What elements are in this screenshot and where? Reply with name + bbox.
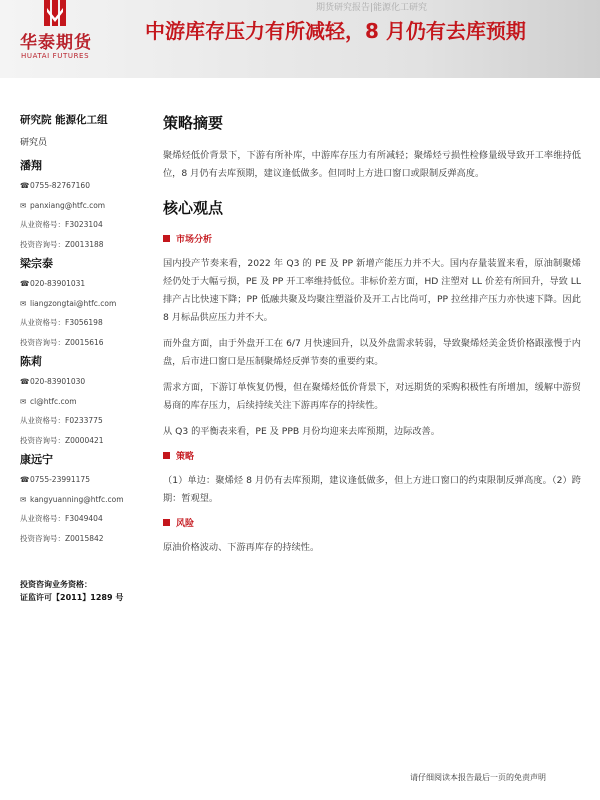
analyst-phone (20, 274, 152, 294)
strategy-paragraph: （1）单边：聚烯烃 8 月仍有去库预期，建议逢低做多，但上方进口窗口的约束限制反弹高度。（2）跨期：暂观望。 (163, 475, 581, 504)
phone-icon: ☎ (20, 279, 30, 288)
phone-number: 0755-23991175 (30, 475, 90, 484)
role-label: 研究员 (20, 138, 48, 148)
disclaimer-note: 请仔细阅读本报告最后一页的免责声明 (410, 773, 546, 782)
phone-number: 0755-82767160 (30, 181, 90, 190)
huatai-logo (14, 0, 104, 74)
market-paragraph: 需求方面，下游订单恢复仍慢，但在聚烯烃低价背景下，对远期货的采购积极性有所增加，缓解中游贸易商的库存压力，后续持续关注下游再库存的持续性。 (163, 382, 581, 411)
analyst-phone (20, 470, 152, 490)
strategy-label: 策略 (176, 452, 195, 462)
email-icon: ✉ (20, 200, 27, 210)
market-paragraph: 而外盘方面，由于外盘开工在 6/7 月快速回升，以及外盘需求转弱，导致聚烯烃美金货价格跟涨慢于内盘，后市进口窗口是压制聚烯烃反弹节奏的重要约束。 (163, 338, 581, 367)
analyst-email[interactable] (20, 196, 152, 216)
phone-number: 020-83901031 (30, 279, 86, 288)
license-label: 投资咨询业务资格： (20, 580, 92, 589)
team-label: 研究院 能源化工组 (20, 114, 108, 126)
license-number: 证监许可【2011】1289 号 (20, 593, 124, 602)
market-paragraph: 从 Q3 的平衡表来看，PE 及 PPB 月份均迎来去库预期，边际改善。 (163, 426, 440, 437)
email-icon: ✉ (20, 396, 27, 406)
email-address[interactable]: panxiang@htfc.com (30, 200, 106, 210)
analyst-name: 梁宗泰 (20, 257, 53, 270)
analyst-block (20, 156, 152, 254)
invest-number: 投资咨询号：Z0000421 (20, 435, 104, 445)
market-paragraph: 国内投产节奏来看，2022 年 Q3 的 PE 及 PP 新增产能压力并不大。国内存量装置来看，原油制聚烯烃仍处于大幅亏损，PE 及 PP 开工率维持低位。非标价差方面，HD 注塑对 LL 价差有所回升，导致 LL 排产占比快速下降；PP 低融共聚及均聚注塑溢价及开工占比尚可，PP 拉丝排产压力亦快速下降。因此 8 月标品供应压力并不大。 (163, 258, 581, 323)
logo-mark-icon (38, 0, 72, 26)
email-icon: ✉ (20, 494, 27, 504)
summary-heading: 策略摘要 (163, 114, 224, 132)
report-category: 期货研究报告|能源化工研究 (316, 3, 428, 13)
email-address[interactable]: kangyuanning@htfc.com (30, 494, 124, 504)
risk-heading (163, 516, 581, 529)
analyst-email[interactable] (20, 294, 152, 314)
risk-label: 风险 (176, 519, 195, 529)
analyst-email[interactable] (20, 392, 152, 412)
analyst-email[interactable] (20, 490, 152, 510)
phone-number: 020-83901030 (30, 377, 86, 386)
invest-number: 投资咨询号：Z0015616 (20, 337, 104, 347)
report-body (163, 112, 581, 565)
invest-number: 投资咨询号：Z0015842 (20, 533, 104, 543)
core-views-heading: 核心观点 (163, 199, 224, 217)
analyst-sidebar (20, 112, 152, 548)
phone-icon: ☎ (20, 181, 30, 190)
analyst-name: 陈莉 (20, 355, 42, 368)
analyst-block (20, 450, 152, 548)
logo-english-name: HUATAI FUTURES (21, 52, 90, 60)
practice-number: 从业资格号：F3023104 (20, 220, 103, 229)
red-square-icon (163, 452, 170, 459)
red-square-icon (163, 235, 170, 242)
report-title: 中游库存压力有所减轻，8 月仍有去库预期 (145, 19, 526, 43)
analyst-block (20, 254, 152, 352)
email-icon: ✉ (20, 298, 27, 308)
market-analysis-label: 市场分析 (176, 235, 213, 245)
license-info (20, 578, 123, 604)
analyst-phone (20, 372, 152, 392)
summary-paragraph: 聚烯烃低价背景下，下游有所补库，中游库存压力有所减轻；聚烯烃亏损性检修量级导致开工率维持低位，8 月仍有去库预期，建议逢低做多。但同时上方进口窗口或限制反弹高度。 (163, 150, 581, 179)
strategy-heading (163, 449, 581, 462)
email-address[interactable]: liangzongtai@htfc.com (30, 298, 117, 308)
analyst-block (20, 352, 152, 450)
analyst-phone (20, 176, 152, 196)
risk-paragraph: 原油价格波动、下游再库存的持续性。 (163, 542, 320, 553)
red-square-icon (163, 519, 170, 526)
practice-number: 从业资格号：F3056198 (20, 318, 103, 327)
email-address[interactable]: cl@htfc.com (30, 396, 77, 406)
invest-number: 投资咨询号：Z0013188 (20, 239, 104, 249)
practice-number: 从业资格号：F3049404 (20, 514, 103, 523)
phone-icon: ☎ (20, 475, 30, 484)
phone-icon: ☎ (20, 377, 30, 386)
market-analysis-heading (163, 232, 581, 245)
analyst-name: 潘翔 (20, 159, 42, 172)
logo-chinese-name: 华泰期货 (20, 33, 92, 53)
practice-number: 从业资格号：F0233775 (20, 416, 103, 425)
analyst-name: 康远宁 (20, 453, 53, 466)
report-header (0, 0, 600, 78)
